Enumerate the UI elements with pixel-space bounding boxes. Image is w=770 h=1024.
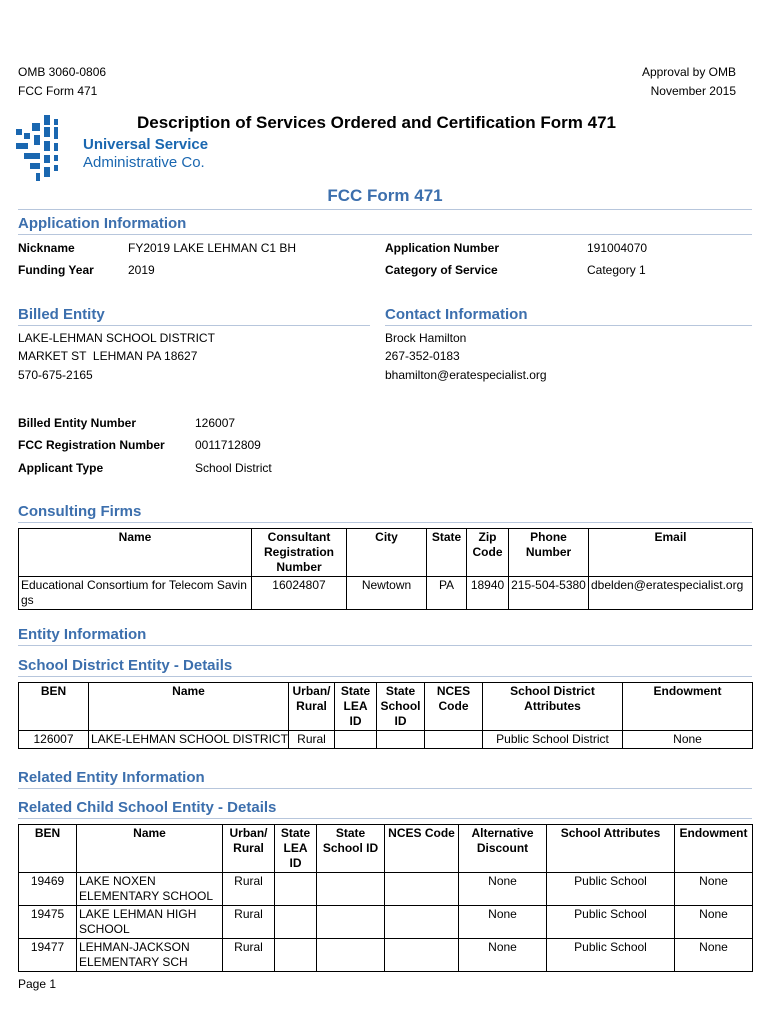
cell-state-lea-id [275, 939, 317, 972]
divider [18, 788, 752, 789]
approval-label: Approval by OMB [641, 65, 736, 79]
cell-alternative-discount: None [459, 906, 547, 939]
billed-entity-name: LAKE-LEHMAN SCHOOL DISTRICT [18, 331, 215, 345]
cell-state-school-id [317, 906, 385, 939]
cell-state-lea-id [335, 731, 377, 749]
contact-email: bhamilton@eratespecialist.org [385, 368, 547, 382]
entity-info-heading: Entity Information [18, 626, 147, 643]
usac-logo-mark-icon [16, 115, 78, 185]
cell-state-lea-id [275, 873, 317, 906]
divider [18, 234, 752, 235]
col-name: Name [89, 683, 289, 731]
cell-state: PA [427, 577, 467, 610]
cell-reg: 16024807 [252, 577, 347, 610]
cell-nces-code [385, 873, 459, 906]
cell-state-school-id [377, 731, 425, 749]
cell-school-attributes: Public School [547, 906, 675, 939]
cell-state-school-id [317, 939, 385, 972]
cell-alternative-discount: None [459, 939, 547, 972]
divider [18, 522, 752, 523]
cell-ben: 19477 [19, 939, 77, 972]
col-district-attributes: School District Attributes [483, 683, 623, 731]
divider [18, 209, 752, 210]
divider [18, 818, 752, 819]
form-name: FCC Form 471 [18, 84, 98, 98]
cell-name: LEHMAN-JACKSON ELEMENTARY SCH [77, 939, 223, 972]
cell-urban-rural: Rural [223, 906, 275, 939]
consulting-heading: Consulting Firms [18, 503, 142, 520]
cell-endowment: None [623, 731, 753, 749]
cell-endowment: None [675, 906, 753, 939]
col-state-school-id: State School ID [377, 683, 425, 731]
cell-urban-rural: Rural [223, 939, 275, 972]
col-alternative-discount: Alternative Discount [459, 825, 547, 873]
col-endowment: Endowment [623, 683, 753, 731]
cell-name: LAKE NOXEN ELEMENTARY SCHOOL [77, 873, 223, 906]
applicant-type-label: Applicant Type [18, 461, 104, 475]
col-email: Email [589, 529, 753, 577]
cell-endowment: None [675, 873, 753, 906]
col-name: Name [77, 825, 223, 873]
billed-entity-address: MARKET ST LEHMAN PA 18627 [18, 349, 198, 363]
col-nces-code: NCES Code [425, 683, 483, 731]
table-row [19, 906, 753, 939]
col-urban-rural: Urban/ Rural [289, 683, 335, 731]
billed-entity-phone: 570-675-2165 [18, 368, 93, 382]
table-row [19, 577, 753, 610]
table-header-row [19, 683, 753, 731]
col-name: Name [19, 529, 252, 577]
col-school-attributes: School Attributes [547, 825, 675, 873]
applicant-type-value: School District [195, 461, 272, 475]
child-schools-table [18, 824, 753, 972]
col-state: State [427, 529, 467, 577]
cell-nces-code [385, 939, 459, 972]
billed-entity-heading: Billed Entity [18, 306, 105, 323]
col-nces-code: NCES Code [385, 825, 459, 873]
funding-year-label: Funding Year [18, 263, 94, 277]
contact-name: Brock Hamilton [385, 331, 467, 345]
ben-label: Billed Entity Number [18, 416, 137, 430]
table-row [19, 731, 753, 749]
cell-ben: 126007 [19, 731, 89, 749]
related-heading: Related Entity Information [18, 769, 205, 786]
omb-number: OMB 3060-0806 [18, 65, 107, 79]
cell-endowment: None [675, 939, 753, 972]
fcc-reg-value: 0011712809 [195, 438, 261, 452]
funding-year-value: 2019 [128, 263, 155, 277]
category-label: Category of Service [385, 263, 498, 277]
contact-phone: 267-352-0183 [385, 349, 460, 363]
ben-value: 126007 [195, 416, 236, 430]
cell-ben: 19475 [19, 906, 77, 939]
approval-date: November 2015 [650, 84, 736, 98]
col-consultant-reg: Consultant Registration Number [252, 529, 347, 577]
cell-zip: 18940 [467, 577, 509, 610]
cell-name: LAKE-LEHMAN SCHOOL DISTRICT [89, 731, 289, 749]
col-state-school-id: State School ID [317, 825, 385, 873]
divider [18, 645, 752, 646]
divider [18, 325, 370, 326]
col-endowment: Endowment [675, 825, 753, 873]
divider [385, 325, 752, 326]
nickname-value: FY2019 LAKE LEHMAN C1 BH [128, 241, 297, 255]
table-header-row [19, 529, 753, 577]
cell-email: dbelden@eratespecialist.org [589, 577, 753, 610]
col-state-lea-id: State LEA ID [275, 825, 317, 873]
cell-district-attributes: Public School District [483, 731, 623, 749]
school-district-heading: School District Entity - Details [18, 657, 233, 674]
cell-urban-rural: Rural [289, 731, 335, 749]
table-row [19, 873, 753, 906]
cell-phone: 215-504-5380 [509, 577, 589, 610]
col-city: City [347, 529, 427, 577]
fcc-reg-label: FCC Registration Number [18, 438, 165, 452]
app-number-value: 191004070 [587, 241, 648, 255]
cell-ben: 19469 [19, 873, 77, 906]
cell-alternative-discount: None [459, 873, 547, 906]
col-state-lea-id: State LEA ID [335, 683, 377, 731]
page-number: Page 1 [18, 977, 57, 991]
logo-line-2: Administrative Co. [83, 154, 205, 171]
table-header-row [19, 825, 753, 873]
logo-line-1: Universal Service [83, 136, 209, 153]
col-zip: Zip Code [467, 529, 509, 577]
school-district-table [18, 682, 753, 749]
page-subtitle: FCC Form 471 [327, 186, 443, 205]
nickname-label: Nickname [18, 241, 75, 255]
page-title: Description of Services Ordered and Certification Form 471 [137, 113, 616, 132]
cell-name: Educational Consortium for Telecom Savings [19, 577, 252, 610]
cell-state-lea-id [275, 906, 317, 939]
category-value: Category 1 [587, 263, 646, 277]
cell-school-attributes: Public School [547, 873, 675, 906]
divider [18, 676, 752, 677]
app-number-label: Application Number [385, 241, 500, 255]
consulting-table [18, 528, 753, 610]
col-ben: BEN [19, 683, 89, 731]
application-heading: Application Information [18, 215, 187, 232]
col-phone: Phone Number [509, 529, 589, 577]
cell-nces-code [385, 906, 459, 939]
col-urban-rural: Urban/ Rural [223, 825, 275, 873]
cell-urban-rural: Rural [223, 873, 275, 906]
table-row [19, 939, 753, 972]
cell-nces-code [425, 731, 483, 749]
cell-state-school-id [317, 873, 385, 906]
col-ben: BEN [19, 825, 77, 873]
contact-heading: Contact Information [385, 306, 528, 323]
child-schools-heading: Related Child School Entity - Details [18, 799, 277, 816]
cell-name: LAKE LEHMAN HIGH SCHOOL [77, 906, 223, 939]
cell-school-attributes: Public School [547, 939, 675, 972]
cell-city: Newtown [347, 577, 427, 610]
